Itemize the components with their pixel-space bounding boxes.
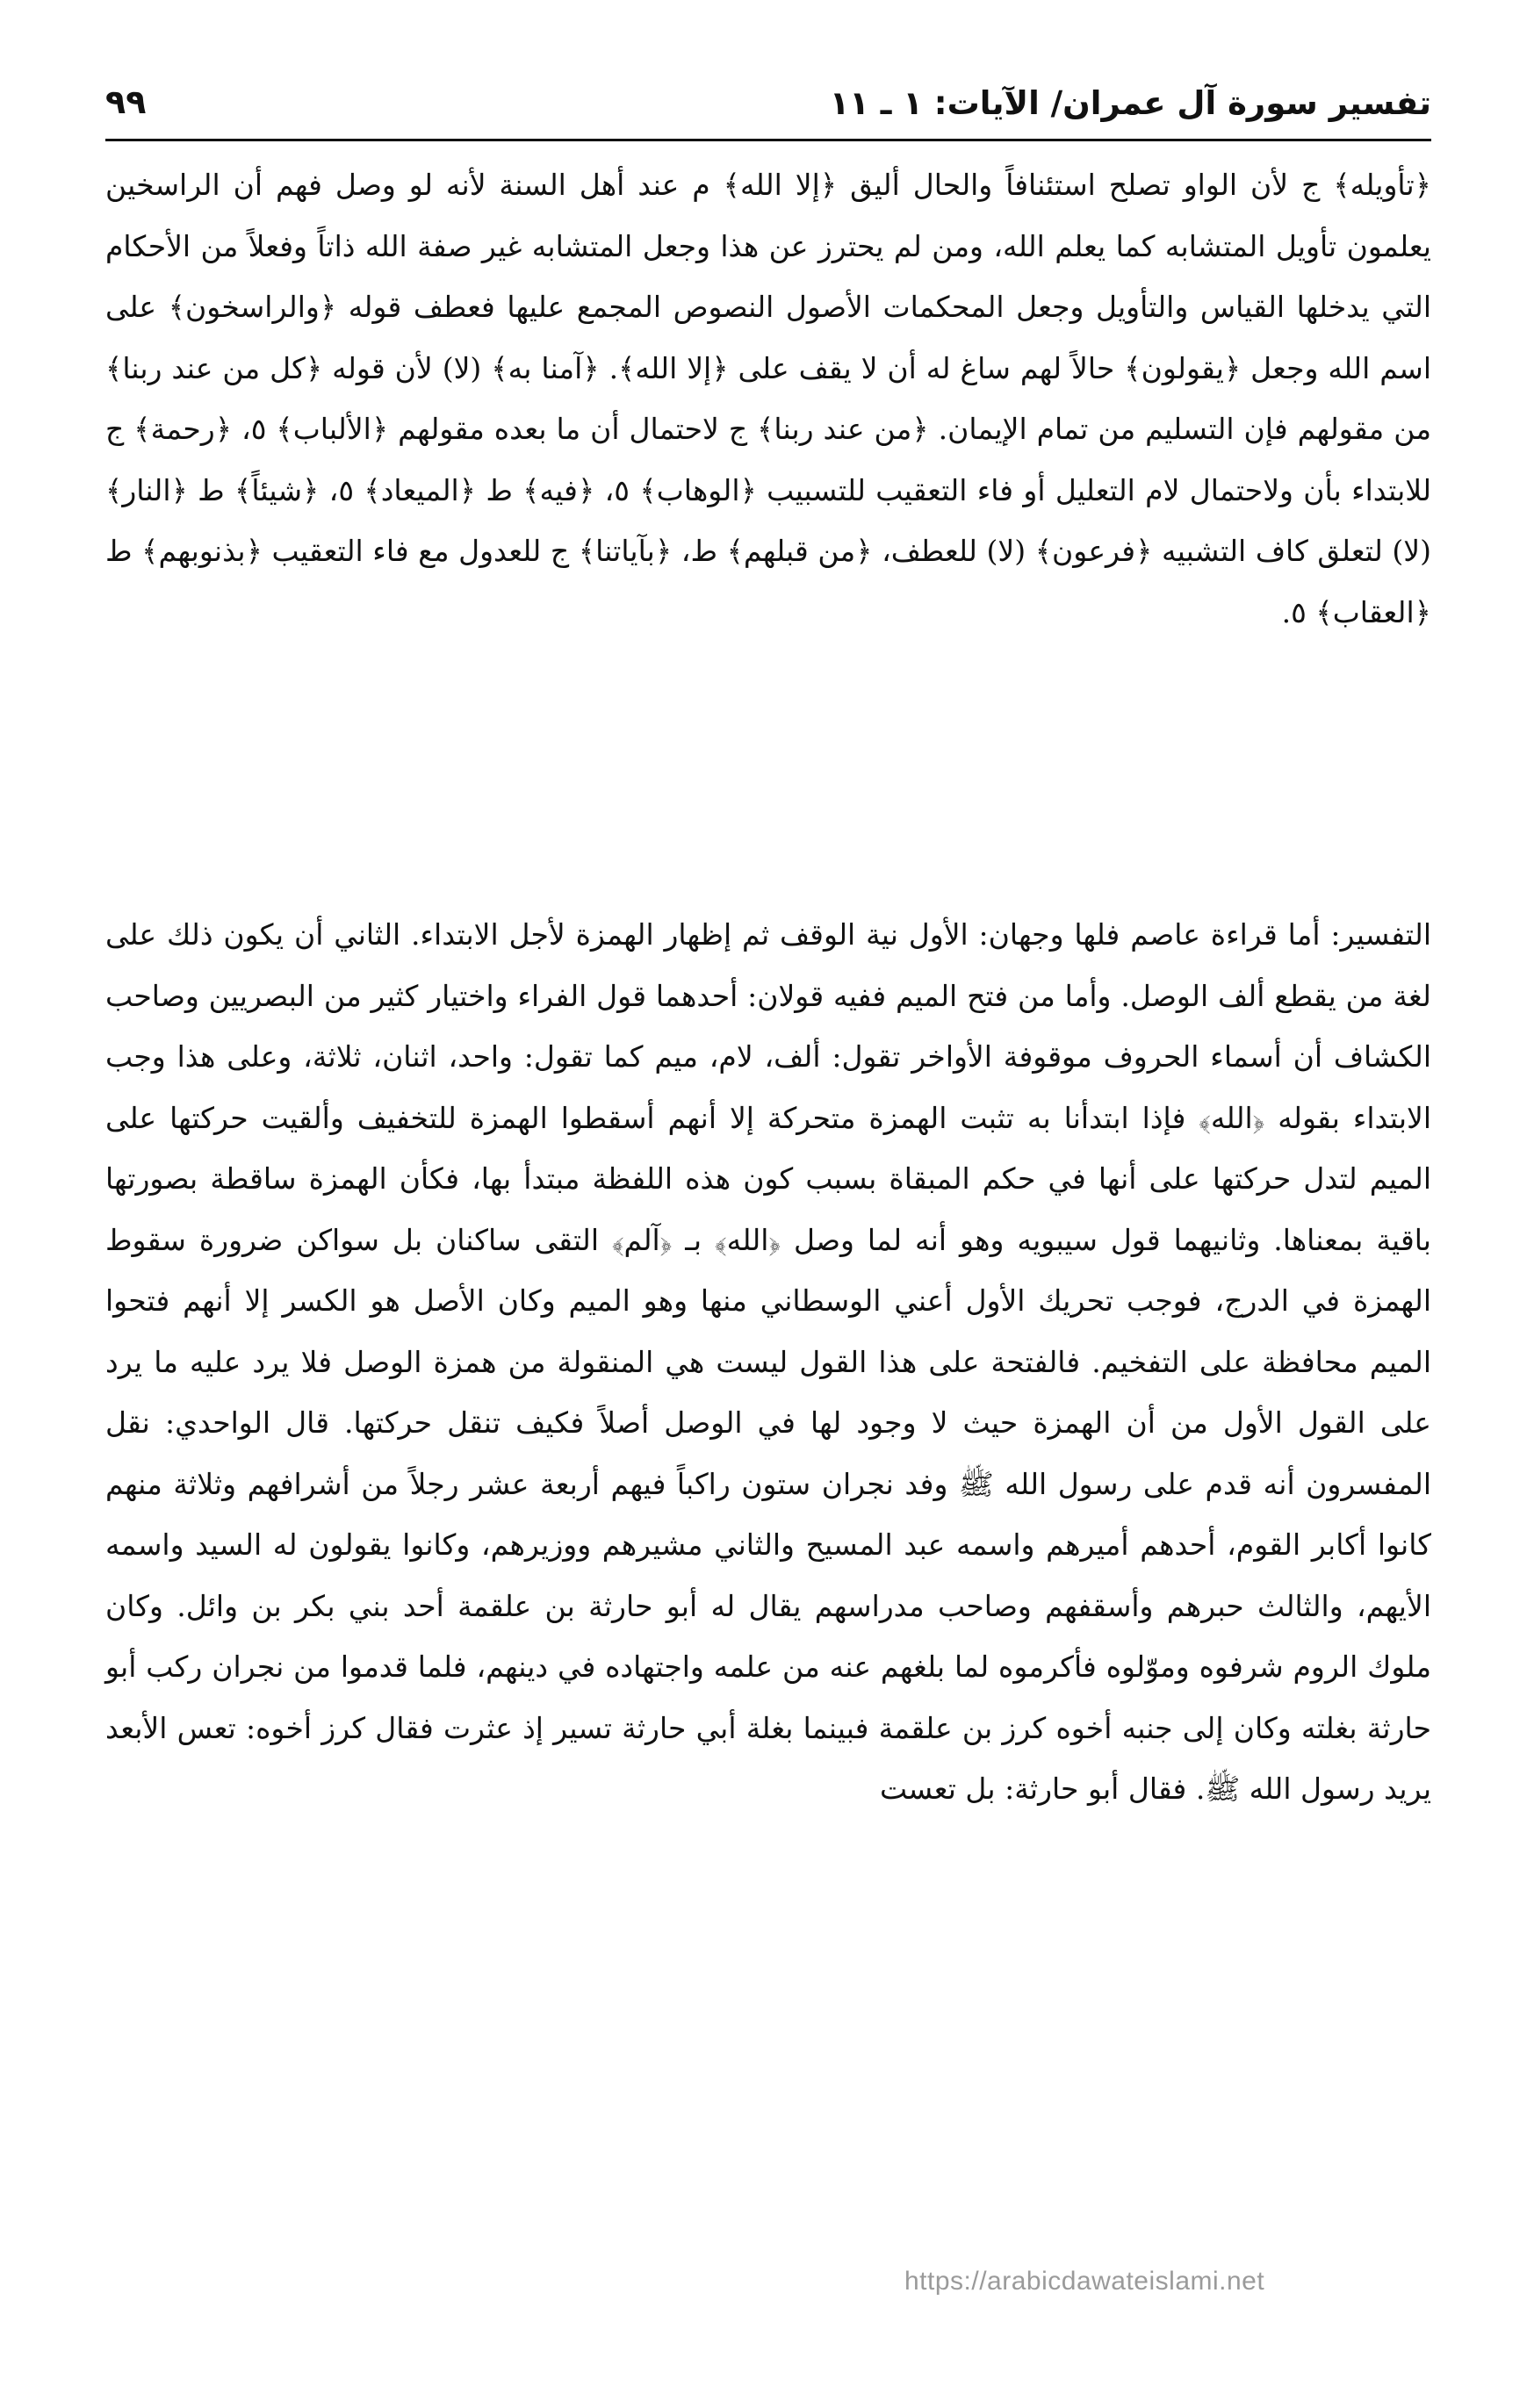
tafsir-section (105, 904, 1431, 1820)
tafsir-paragraph: التفسير: أما قراءة عاصم فلها وجهان: الأول نية الوقف ثم إظهار الهمزة لأجل الابتداء. الثاني أن يكون ذلك على لغة من يقطع ألف الوصل. وأما من فتح الميم ففيه قولان: أحدهما قول الفراء واختيار كثير من البصريين وصاحب الكشاف أن أسماء الحروف موقوفة الأواخر تقول: ألف، لام، ميم كما تقول: واحد، اثنان، ثلاثة، وعلى هذا وجب الابتداء بقوله ﴿الله﴾ فإذا ابتدأنا به تثبت الهمزة متحركة إلا أنهم أسقطوا الهمزة للتخفيف وألقيت حركتها على الميم لتدل حركتها على أنها في حكم المبقاة بسبب كون هذه اللفظة مبتدأ بها، فكأن الهمزة ساقطة بصورتها باقية بمعناها. وثانيهما قول سيبويه وهو أنه لما وصل ﴿الله﴾ بـ ﴿آلم﴾ التقى ساكنان بل سواكن ضرورة سقوط الهمزة في الدرج، فوجب تحريك الأول أعني الوسطاني منها وهو الميم وكان الأصل هو الكسر إلا أنهم فتحوا الميم محافظة على التفخيم. فالفتحة على هذا القول ليست هي المنقولة من همزة الوصل فلا يرد عليه ما يرد على القول الأول من أن الهمزة حيث لا وجود لها في الوصل أصلاً فكيف تنقل حركتها. قال الواحدي: نقل المفسرون أنه قدم على رسول الله ﷺ وفد نجران ستون راكباً فيهم أربعة عشر رجلاً من أشرافهم وثلاثة منهم كانوا أكابر القوم، أحدهم أميرهم واسمه عبد المسيح والثاني مشيرهم ووزيرهم، وكانوا يقولون له السيد واسمه الأيهم، والثالث حبرهم وأسقفهم وصاحب مدراسهم يقال له أبو حارثة بن علقمة أحد بني بكر بن وائل. وكان ملوك الروم شرفوه وموّلوه فأكرموه لما بلغهم عنه من علمه واجتهاده في دينهم، فلما قدموا من نجران ركب أبو حارثة بغلته وكان إلى جنبه أخوه كرز بن علقمة فبينما بغلة أبي حارثة تسير إذ عثرت فقال كرز أخوه: تعس الأبعد يريد رسول الله ﷺ. فقال أبو حارثة: بل تعست (105, 917, 1431, 1806)
waqf-marks-section (105, 155, 1431, 643)
header-divider (105, 139, 1431, 141)
waqf-paragraph: ﴿تأويله﴾ ج لأن الواو تصلح استئنافاً والحال أليق ﴿إلا الله﴾ م عند أهل السنة لأنه لو وصل فهم أن الراسخين يعلمون تأويل المتشابه كما يعلم الله، ومن لم يحترز عن هذا وجعل المتشابه غير صفة الله ذاتاً وفعلاً من الأحكام التي يدخلها القياس والتأويل وجعل المحكمات الأصول النصوص المجمع عليها فعطف قوله ﴿والراسخون﴾ على اسم الله وجعل ﴿يقولون﴾ حالاً لهم ساغ له أن لا يقف على ﴿إلا الله﴾. ﴿آمنا به﴾ (لا) لأن قوله ﴿كل من عند ربنا﴾ من مقولهم فإن التسليم من تمام الإيمان. ﴿من عند ربنا﴾ ج لاحتمال أن ما بعده مقولهم ﴿الألباب﴾ ٥، ﴿رحمة﴾ ج للابتداء بأن ولاحتمال لام التعليل أو فاء التعقيب للتسبيب ﴿الوهاب﴾ ٥، ﴿فيه﴾ ط ﴿الميعاد﴾ ٥، ﴿شيئاً﴾ ط ﴿النار﴾ (لا) لتعلق كاف التشبيه ﴿فرعون﴾ (لا) للعطف، ﴿من قبلهم﴾ ط، ﴿بآياتنا﴾ ج للعدول مع فاء التعقيب ﴿بذنوبهم﴾ ط ﴿العقاب﴾ ٥. (105, 168, 1432, 629)
source-watermark: https://arabicdawateislami.net (904, 2267, 1265, 2296)
page-number: ٩٩ (105, 83, 147, 121)
page-header (105, 77, 1431, 139)
running-title: تفسير سورة آل عمران/ الآيات: ١ ـ ١١ (829, 84, 1431, 122)
